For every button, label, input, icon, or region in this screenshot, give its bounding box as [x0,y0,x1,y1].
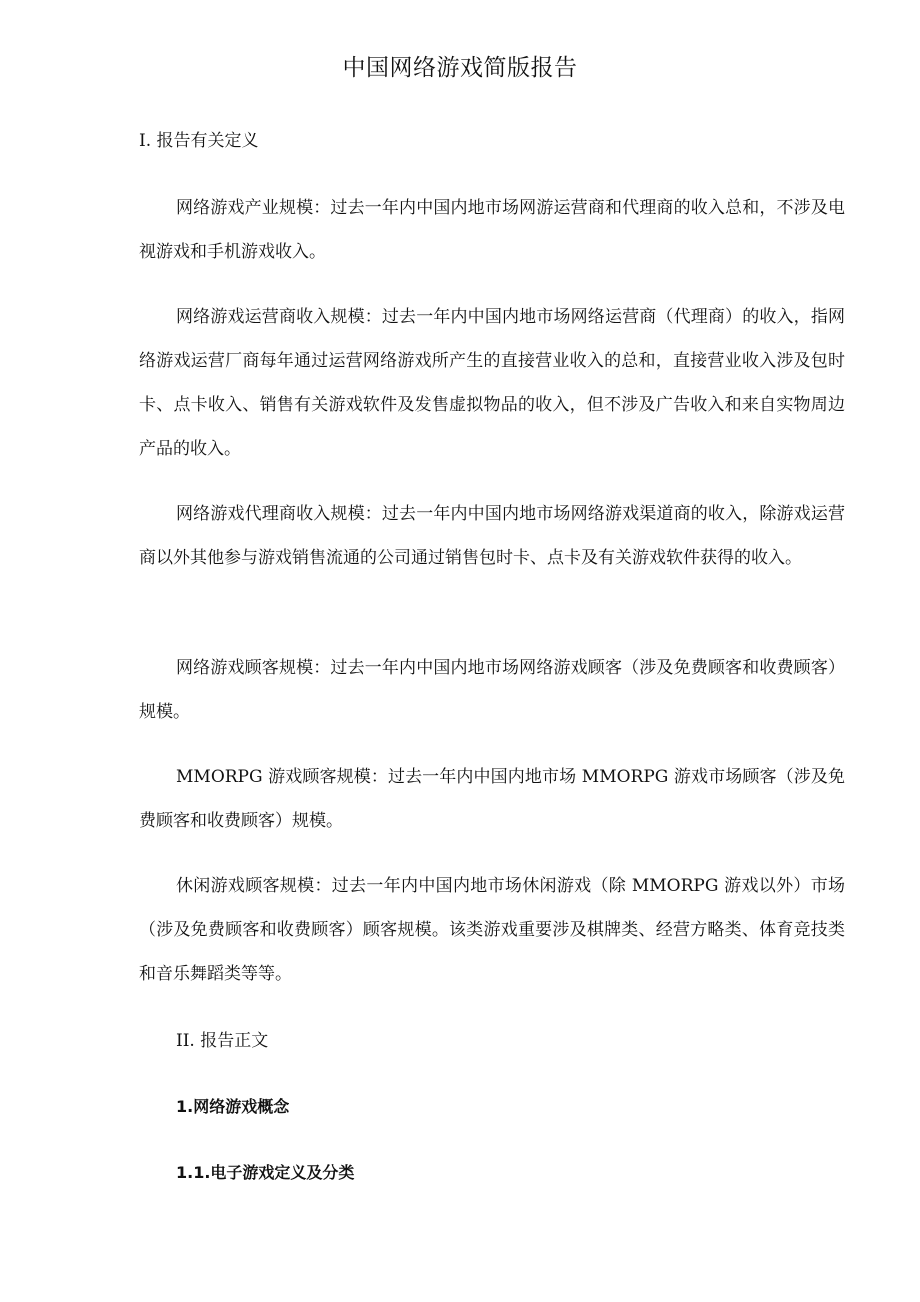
section-heading-body: II. 报告正文 [176,1031,269,1051]
definition-mmorpg-user-scale: MMORPG 游戏顾客规模：过去一年内中国内地市场 MMORPG 游戏市场顾客（涉及免费顾客和收费顾客）规模。 [139,767,845,831]
definition-agent-revenue: 网络游戏代理商收入规模：过去一年内中国内地市场网络游戏渠道商的收入，除游戏运营商以外其他参与游戏销售流通的公司通过销售包时卡、点卡及有关游戏软件获得的收入。 [139,504,845,568]
subheading-online-game-concept: 1.网络游戏概念 [176,1097,290,1116]
section-heading-definitions: I. 报告有关定义 [139,131,259,151]
definition-casual-user-scale: 休闲游戏顾客规模：过去一年内中国内地市场休闲游戏（除 MMORPG 游戏以外）市场（涉及免费顾客和收费顾客）顾客规模。该类游戏重要涉及棋牌类、经营方略类、体育竞技类和音乐舞蹈类等等。 [139,876,845,984]
definition-operator-revenue: 网络游戏运营商收入规模：过去一年内中国内地市场网络运营商（代理商）的收入，指网络游戏运营厂商每年通过运营网络游戏所产生的直接营业收入的总和，直接营业收入涉及包时卡、点卡收入、销售有关游戏软件及发售虚拟物品的收入，但不涉及广告收入和来自实物周边产品的收入。 [139,307,845,459]
subheading-video-game-definition: 1.1.电子游戏定义及分类 [176,1163,355,1182]
definition-industry-scale: 网络游戏产业规模：过去一年内中国内地市场网游运营商和代理商的收入总和，不涉及电视游戏和手机游戏收入。 [139,198,845,262]
definition-user-scale: 网络游戏顾客规模：过去一年内中国内地市场网络游戏顾客（涉及免费顾客和收费顾客）规模。 [139,658,845,722]
page-title: 中国网络游戏简版报告 [342,55,578,81]
